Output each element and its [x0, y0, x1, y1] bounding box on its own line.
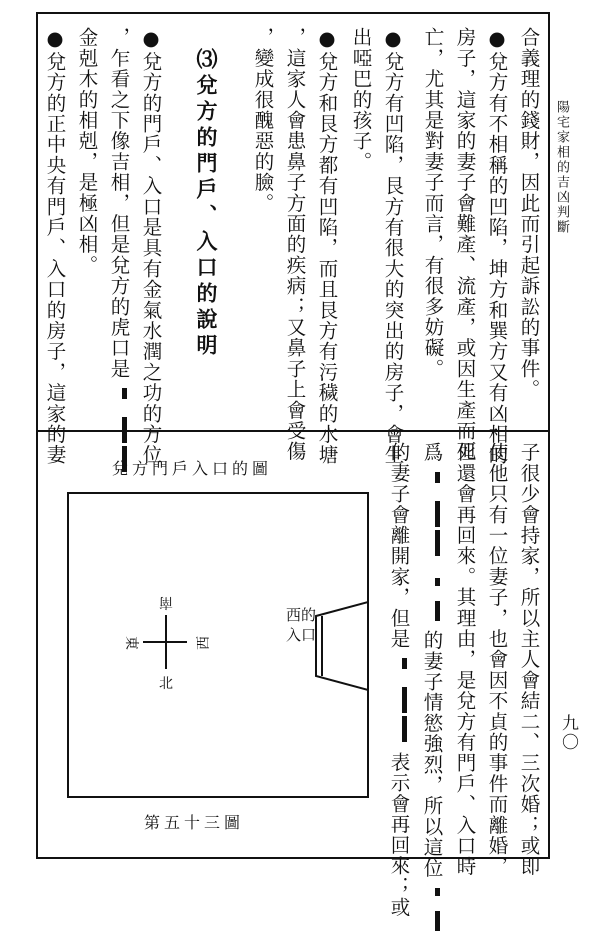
compass-east-label: 東	[123, 636, 139, 650]
bottom-column-4-text: 爲	[420, 442, 444, 463]
bottom-column-5-text-2: 表示會再回來；或	[387, 751, 411, 918]
top-column-8: ，這家人會患鼻子方面的疾病；又鼻子上會受傷	[283, 27, 307, 462]
top-column-12-text: ，乍看之下像吉相，但是兌方的虎口是	[107, 27, 131, 379]
top-column-13: 金剋木的相剋，是極凶相。	[75, 27, 99, 276]
top-column-1: 合義理的錢財，因此而引起訴訟的事件。	[517, 27, 541, 400]
trigram-dui-small-icon	[435, 578, 440, 621]
top-column-12	[109, 27, 129, 474]
bottom-column-4-text-2: 的妻子情慾強烈，所以這位	[420, 629, 444, 879]
compass-west-label: 西	[196, 636, 212, 650]
compass-south-label: 南	[159, 594, 173, 610]
top-column-11: ●兌方的門戶、入口是具有金氣水潤之功的方位	[139, 27, 163, 466]
top-column-3: 房子，這家的妻子會難產、流產，或因生產而死	[453, 27, 477, 462]
bottom-column-3: 但還會再回來。其理由，是兌方有門戶、入口時	[453, 442, 477, 877]
top-column-7: ●兌方和艮方都有凹陷，而且艮方有污穢的水塘	[315, 27, 339, 466]
top-column-14: ●兌方的正中央有門戶、入口的房子，這家的妻	[43, 27, 67, 466]
top-column-2: ●兌方有不相稱的凹陷，坤方和巽方又有凶相的	[485, 27, 509, 466]
trigram-dui-icon	[435, 472, 440, 556]
compass-cross-vertical	[165, 615, 167, 669]
top-column-5: ●兌方有凹陷，艮方有很大的突出的房子，會生	[381, 27, 405, 466]
page-number: 九〇	[558, 714, 578, 752]
bottom-column-4	[422, 442, 442, 933]
compass-north-label: 北	[159, 676, 173, 692]
top-column-9: ，變成很醜惡的臉。	[251, 27, 275, 214]
running-head: 陽宅家相的吉凶判斷	[554, 100, 569, 235]
trigram-dui-small-icon	[435, 888, 440, 931]
west-entrance-label: 西的 入口	[286, 606, 317, 644]
bottom-column-2: 使他只有一位妻子，也會因不貞的事件而離婚，	[485, 442, 509, 877]
bottom-column-1: 子很少會持家，所以主人會結二、三次婚；或即	[517, 442, 541, 877]
section-heading: ⑶兌方的門戶、入口的說明	[194, 48, 219, 360]
bottom-column-5-text: 的妻子會離開家，但是	[387, 442, 411, 649]
trigram-dui-icon	[402, 658, 407, 742]
figure-caption: 第五十三圖	[144, 813, 245, 832]
top-column-4: 亡，尤其是對妻子而言，有很多妨礙。	[421, 27, 445, 379]
west-entrance-door-icon	[300, 596, 370, 696]
figure-title: 兌方門戶入口的圖	[112, 459, 273, 478]
top-column-6: 出啞巴的孩子。	[349, 27, 373, 172]
bottom-column-5	[389, 442, 409, 917]
